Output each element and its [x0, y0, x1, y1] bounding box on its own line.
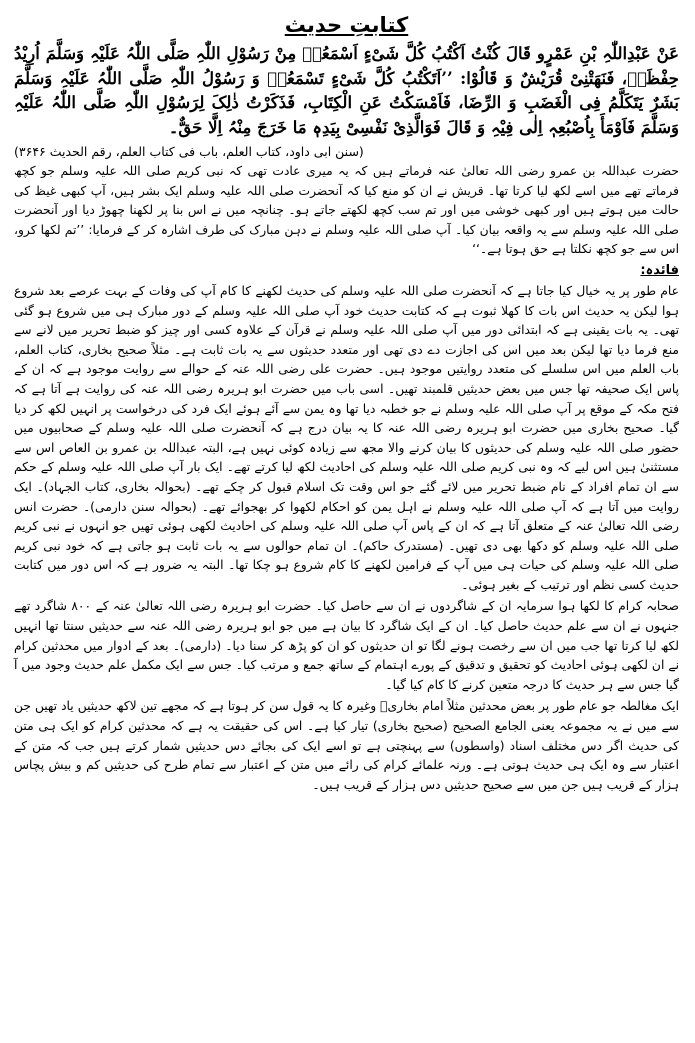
commentary-paragraph-2: صحابہ کرام کا لکھا ہوا سرمایہ ان کے شاگردوں نے ان سے حاصل کیا۔ حضرت ابو ہریرہ رضی اللہ تعالیٰ عنہ کے ۸۰۰ شاگرد تھے جنہوں نے ان سے علم حدیث حاصل کیا۔ ان کے ایک شاگرد کا بیان ہے میں جو ابو ہریرہ رضی اللہ عنہ سے حدیثیں سنتا تھا انہیں لکھ لیا کرتا تھا جب میں ان سے رخصت ہونے لگا تو ان حدیثوں کو ان کو پڑھ کر سنا دیا۔ (دارمی)۔ بعد کے ادوار میں محدثین کرام نے ان لکھی ہوئی احادیث کو تحقیق و تدقیق کے پورے اہتمام کے ساتھ جمع و مرتب کیا۔ جس سے ایک مکمل علم حدیث وجود میں آ گیا جس سے ہر حدیث کا درجہ متعین کرنے کا کام کیا گیا۔ [14, 599, 679, 692]
translation-paragraph: حضرت عبداللہ بن عمرو رضی اللہ تعالیٰ عنہ فرماتے ہیں کہ یہ میری عادت تھی کہ نبی کریم صلی اللہ علیہ وسلم جو کچھ فرماتے تھے میں اسے لکھ لیا کرتا تھا۔ قریش نے ان کو منع کیا کہ آنحضرت صلی اللہ علیہ وسلم ایک بشر ہیں، آپ کبھی غیظ کی حالت میں ہوتے ہیں اور کبھی خوشی میں اور تم سب کچھ لکھتے جاتے ہو۔ چنانچہ میں نے اس بنا پر لکھنا چھوڑ دیا اور آنحضرت صلی اللہ علیہ وسلم سے یہ واقعہ بیان کیا۔ آپ صلی اللہ علیہ وسلم نے دہن مبارک کی طرف اشارہ کر کے فرمایا: ’’تم لکھا کرو، اس سے جو کچھ نکلتا ہے حق ہوتا ہے۔‘‘ [14, 164, 679, 257]
commentary-paragraph-3: ایک مغالطہ جو عام طور پر بعض محدثین مثلاً امام بخاریؒ وغیرہ کا یہ قول سن کر ہوتا ہے کہ مجھے تین لاکھ حدیثیں یاد تھیں جن سے میں نے یہ مجموعہ یعنی الجامع الصحیح (صحیح بخاری) تیار کیا ہے۔ اس کی حقیقت یہ ہے کہ محدثین کرام کو ایک ہی متن کی حدیث اگر دس مختلف اسناد (واسطوں) سے پہنچتی ہے تو اسے ایک کی بجائے دس حدیثیں شمار کرتے ہیں جب کہ متن کے اعتبار سے وہ ایک ہی حدیث ہوتی ہے۔ ورنہ علمائے کرام کی رائے میں متن کے اعتبار سے تمام طرح کی حدیثیں کم و بیش پچاس ہزار کے قریب ہیں جن میں سے صحیح حدیثیں دس ہزار کے قریب ہیں۔ [14, 699, 679, 792]
faida-heading: فائدہ: [640, 262, 679, 278]
hadith-reference: (سنن ابی داود، کتاب العلم، باب فی کتاب العلم، رقم الحدیث ۳۶۴۶) [14, 144, 364, 159]
page-title: کتابتِ حدیث [284, 13, 409, 37]
commentary-paragraph-1: عام طور پر یہ خیال کیا جاتا ہے کہ آنحضرت صلی اللہ علیہ وسلم کی حدیث لکھنے کا کام آپ کی وفات کے بہت عرصے بعد شروع ہوا لیکن یہ حدیث اس بات کا کھلا ثبوت ہے کہ کتابت حدیث خود آپ صلی اللہ علیہ وسلم کے دور مبارک ہی میں شروع ہو گئی تھی۔ یہ بات یقینی ہے کہ ابتدائی دور میں آپ صلی اللہ علیہ وسلم نے قرآن کے علاوہ کسی اور چیز کو ضبط تحریر میں لانے سے منع فرما دیا تھا لیکن بعد میں اس کی اجازت دے دی تھی اور متعدد حدیثوں سے یہ بات ثابت ہے۔ مثلاً صحیح بخاری، کتاب العلم، باب العلم میں اس سلسلے کی متعدد روایتیں موجود ہیں۔ حضرت علی رضی اللہ عنہ کے حوالے سے روایت موجود ہے کہ ان کے پاس ایک صحیفہ تھا جس میں بعض حدیثیں قلمبند تھیں۔ اسی باب میں حضرت ابو ہریرہ رضی اللہ عنہ کی روایت ہے آتا ہے کہ فتح مکہ کے موقع پر آپ صلی اللہ علیہ وسلم نے جو خطبہ دیا تھا وہ یمن سے آئے ہوئے ایک فرد کی درخواست پر انہیں لکھ کر دیا گیا۔ صحیح بخاری میں حضرت ابو ہریرہ رضی اللہ عنہ کا یہ بیان درج ہے کہ آنحضرت صلی اللہ علیہ وسلم کے صحابیوں میں حضور صلی اللہ علیہ وسلم کی حدیثوں کا بیان کرنے والا مجھ سے زیادہ کوئی نہیں ہے، البتہ عبداللہ بن عمرو بن العاص اس سے مستثنیٰ ہیں اس لیے کہ وہ نبی کریم صلی اللہ علیہ وسلم کی احادیث لکھ لیا کرتے تھے۔ ایک بار آپ صلی اللہ علیہ وسلم کے حکم سے ان تمام افراد کے نام ضبط تحریر میں لائے گئے جو اس وقت تک اسلام قبول کر چکے تھے۔ (بحوالہ بخاری، کتاب الجہاد)۔ ایک روایت میں آتا ہے کہ آپ صلی اللہ علیہ وسلم نے اہل یمن کو احکام لکھوا کر بھجوائے تھے۔ (بحوالہ سنن دارمی)۔ حضرت انس رضی اللہ تعالیٰ عنہ کے متعلق آتا ہے کہ ان کے پاس آپ صلی اللہ علیہ وسلم کی احادیث لکھی ہوئی تھیں جو انہوں نے نبی کریم صلی اللہ علیہ وسلم کو دکھا بھی دی تھیں۔ (مستدرک حاکم)۔ ان تمام حوالوں سے یہ بات ثابت ہو جاتی ہے کہ خود نبی کریم صلی اللہ علیہ وسلم کی حیات ہی میں آپ کے فرامین لکھنے کا کام شروع ہو چکا تھا۔ البتہ یہ ضرور ہے کہ اس دور میں کتابت حدیث کسی نظم اور ترتیب کے بغیر ہوئی۔ [14, 283, 679, 592]
arabic-hadith-text: عَنْ عَبْدِاللّٰہِ بْنِ عَمْرٍو قَالَ کُنْتُ اَکْتُبُ کُلَّ شَیْءٍ اَسْمَعُہٗ مِنْ رَسُوْلِ اللّٰہِ صَلَّی اللّٰہُ عَلَیْہِ وَسَلَّمَ اُرِیْدُ حِفْظَہٗ، فَنَھَتْنِیْ قُرَیْشٌ وَ قَالُوْا: ’’اَتَکْتُبُ کُلَّ شَیْءٍ تَسْمَعُہٗ وَ رَسُوْلُ اللّٰہِ صَلَّی اللّٰہُ عَلَیْہِ وَسَلَّمَ بَشَرٌ یَتَکَلَّمُ فِی الْغَضَبِ وَ الرِّضَا، فَاَمْسَکْتُ عَنِ الْکِتَابِ، فَذَکَرْتُ ذٰلِکَ لِرَسُوْلِ اللّٰہِ صَلَّی اللّٰہُ عَلَیْہِ وَسَلَّمَ فَاَوْمَأَ بِاُصْبُعِہٖ اِلٰی فِیْہِ وَ قَالَ فَوَالَّذِیْ نَفْسِیْ بِیَدِہٖ مَا خَرَجَ مِنْہُ اِلَّا حَقٌّ۔ [14, 44, 679, 137]
